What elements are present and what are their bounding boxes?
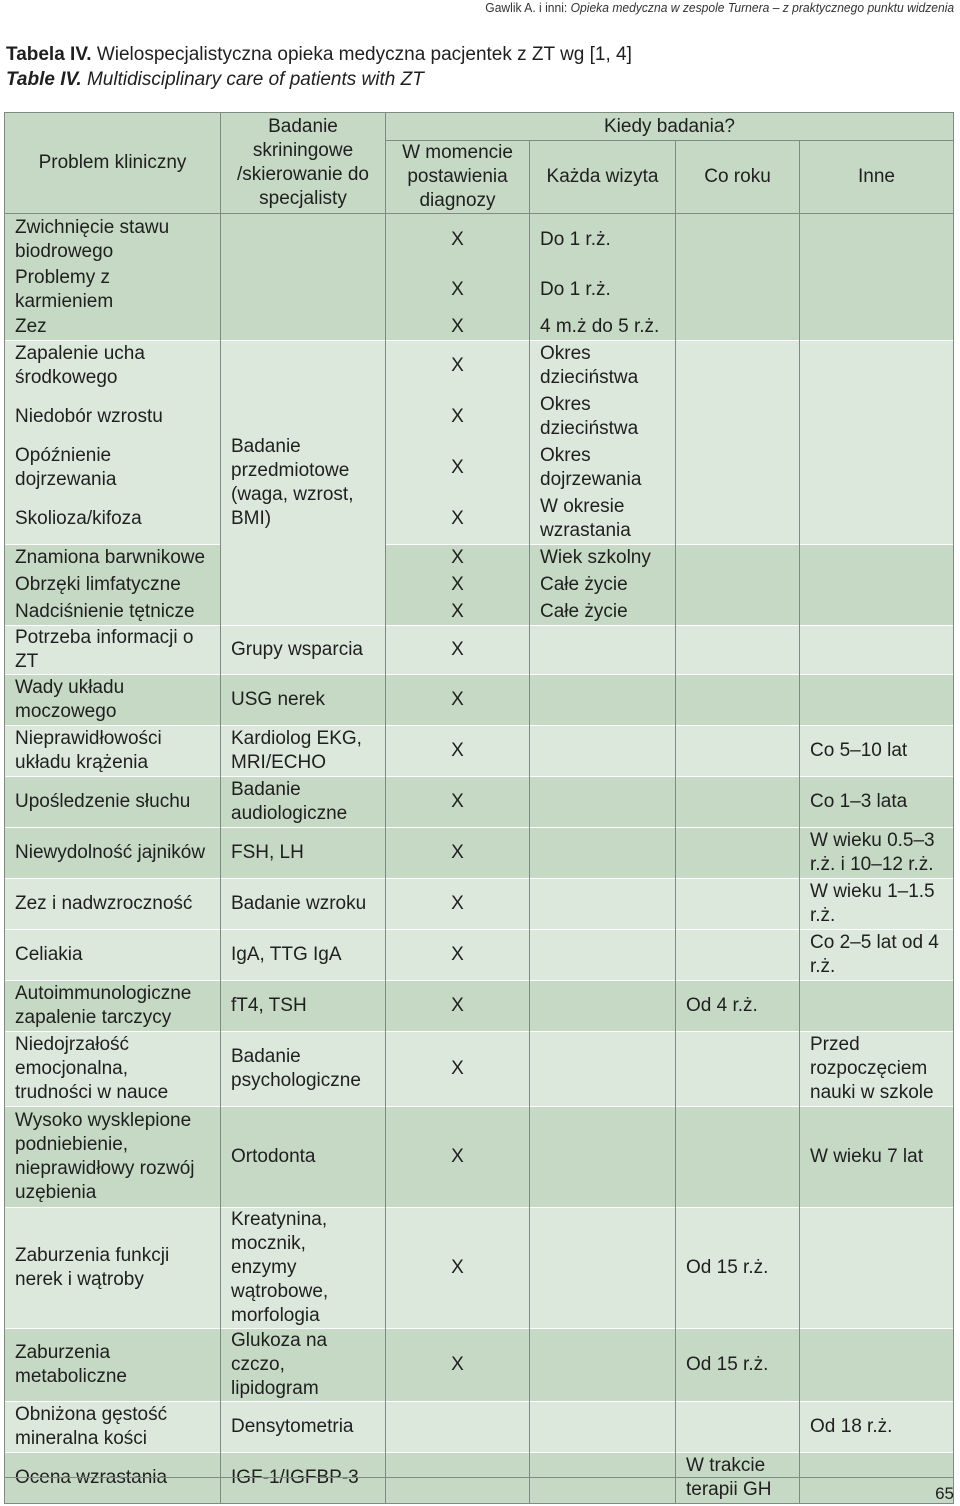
cell-screening: FSH, LH	[221, 828, 386, 879]
cell-problem: Nadciśnienie tętnicze	[5, 599, 221, 626]
cell-other: W wieku 0.5–3 r.ż. i 10–12 r.ż.	[800, 828, 954, 879]
cell-each-visit	[530, 675, 676, 726]
cell-other	[800, 675, 954, 726]
running-header	[485, 0, 954, 15]
table-row	[5, 341, 954, 392]
col-header-yearly: Co roku	[676, 141, 800, 214]
table-row	[5, 726, 954, 777]
cell-each-visit: Okres dzieciństwa	[530, 341, 676, 392]
table-row	[5, 675, 954, 726]
cell-diagnosis: X	[386, 341, 530, 392]
table-row	[5, 443, 954, 494]
table-row	[5, 828, 954, 879]
cell-each-visit	[530, 1453, 676, 1504]
cell-each-visit	[530, 1402, 676, 1453]
cell-yearly	[676, 879, 800, 930]
cell-each-visit	[530, 1208, 676, 1329]
cell-other: Przed rozpoczęciem nauki w szkole	[800, 1032, 954, 1107]
cell-other: W wieku 1–1.5 r.ż.	[800, 879, 954, 930]
table-row	[5, 1329, 954, 1402]
cell-each-visit: Okres dojrzewania	[530, 443, 676, 494]
cell-screening	[221, 214, 386, 266]
cell-problem: Zaburzenia metaboliczne	[5, 1329, 221, 1402]
cell-other: Co 2–5 lat od 4 r.ż.	[800, 930, 954, 981]
cell-screening: Grupy wsparcia	[221, 626, 386, 675]
cell-problem: Zez i nadwzroczność	[5, 879, 221, 930]
cell-other	[800, 599, 954, 626]
table-caption-pl-text: Wielospecjalistyczna opieka medyczna pacjentek z ZT wg [1, 4]	[96, 44, 632, 65]
table-row	[5, 981, 954, 1032]
cell-each-visit	[530, 930, 676, 981]
cell-diagnosis: X	[386, 572, 530, 599]
table-row	[5, 599, 954, 626]
table-row	[5, 1032, 954, 1107]
table-caption-en-label: Table IV.	[6, 69, 82, 90]
cell-other	[800, 1208, 954, 1329]
table-row	[5, 1208, 954, 1329]
table-row	[5, 777, 954, 828]
table-caption-pl-label: Tabela IV.	[6, 44, 92, 65]
cell-diagnosis: X	[386, 981, 530, 1032]
table-row	[5, 1107, 954, 1208]
cell-yearly	[676, 930, 800, 981]
page-number: 65	[935, 1484, 954, 1503]
cell-diagnosis: X	[386, 545, 530, 572]
cell-screening-shared: Badanie przedmiotowe (waga, wzrost, BMI)	[221, 341, 386, 626]
cell-yearly	[676, 443, 800, 494]
table-row	[5, 626, 954, 675]
cell-other: W wieku 7 lat	[800, 1107, 954, 1208]
col-header-problem: Problem kliniczny	[5, 113, 221, 214]
cell-screening	[221, 314, 386, 341]
cell-problem: Ocena wzrastania	[5, 1453, 221, 1504]
cell-screening: Badanie wzroku	[221, 879, 386, 930]
cell-diagnosis: X	[386, 314, 530, 341]
cell-diagnosis: X	[386, 1329, 530, 1402]
cell-other	[800, 572, 954, 599]
running-header-authors: Gawlik A. i inni:	[485, 0, 568, 15]
cell-each-visit: W okresie wzrastania	[530, 494, 676, 545]
cell-yearly	[676, 341, 800, 392]
cell-problem: Potrzeba informacji o ZT	[5, 626, 221, 675]
table-row	[5, 392, 954, 443]
cell-each-visit	[530, 981, 676, 1032]
cell-problem: Skolioza/kifoza	[5, 494, 221, 545]
cell-diagnosis: X	[386, 1107, 530, 1208]
cell-diagnosis: X	[386, 214, 530, 266]
cell-other	[800, 1453, 954, 1504]
cell-other	[800, 214, 954, 266]
cell-screening: Densytometria	[221, 1402, 386, 1453]
cell-yearly	[676, 572, 800, 599]
table-row	[5, 879, 954, 930]
table-header	[5, 113, 954, 214]
cell-diagnosis: X	[386, 726, 530, 777]
cell-yearly	[676, 545, 800, 572]
cell-other	[800, 545, 954, 572]
care-table-wrapper	[4, 112, 953, 1504]
cell-yearly	[676, 777, 800, 828]
cell-diagnosis: X	[386, 675, 530, 726]
cell-yearly: Od 15 r.ż.	[676, 1208, 800, 1329]
cell-problem: Zwichnięcie stawu biodrowego	[5, 214, 221, 266]
footer-divider	[4, 1477, 953, 1478]
col-header-each-visit: Każda wizyta	[530, 141, 676, 214]
cell-each-visit: Do 1 r.ż.	[530, 266, 676, 314]
cell-each-visit: Do 1 r.ż.	[530, 214, 676, 266]
cell-yearly	[676, 828, 800, 879]
cell-other	[800, 341, 954, 392]
cell-problem: Niedojrzałość emocjonalna, trudności w nauce	[5, 1032, 221, 1107]
cell-yearly	[676, 314, 800, 341]
col-header-other: Inne	[800, 141, 954, 214]
cell-yearly	[676, 675, 800, 726]
table-row	[5, 930, 954, 981]
cell-other	[800, 443, 954, 494]
cell-yearly	[676, 494, 800, 545]
cell-diagnosis	[386, 1453, 530, 1504]
cell-yearly: Od 4 r.ż.	[676, 981, 800, 1032]
cell-diagnosis: X	[386, 494, 530, 545]
table-row	[5, 494, 954, 545]
table-caption-pl	[6, 44, 632, 66]
cell-diagnosis: X	[386, 1208, 530, 1329]
cell-yearly	[676, 1032, 800, 1107]
cell-yearly	[676, 1107, 800, 1208]
cell-screening: Glukoza na czczo, lipidogram	[221, 1329, 386, 1402]
cell-each-visit	[530, 1329, 676, 1402]
cell-each-visit	[530, 726, 676, 777]
cell-problem: Znamiona barwnikowe	[5, 545, 221, 572]
cell-problem: Upośledzenie słuchu	[5, 777, 221, 828]
cell-screening: Kreatynina, mocznik, enzymy wątrobowe, morfologia	[221, 1208, 386, 1329]
col-header-screening: Badanie skriningowe /skierowanie do specjalisty	[221, 113, 386, 214]
cell-problem: Autoimmunologiczne zapalenie tarczycy	[5, 981, 221, 1032]
cell-screening: Ortodonta	[221, 1107, 386, 1208]
cell-problem: Obrzęki limfatyczne	[5, 572, 221, 599]
cell-diagnosis: X	[386, 626, 530, 675]
cell-diagnosis: X	[386, 777, 530, 828]
col-header-diagnosis: W momencie postawienia diagnozy	[386, 141, 530, 214]
cell-other: Co 1–3 lata	[800, 777, 954, 828]
cell-other	[800, 314, 954, 341]
cell-yearly	[676, 626, 800, 675]
table-row	[5, 545, 954, 572]
cell-screening: Kardiolog EKG, MRI/ECHO	[221, 726, 386, 777]
cell-other	[800, 494, 954, 545]
cell-problem: Niedobór wzrostu	[5, 392, 221, 443]
cell-each-visit: Całe życie	[530, 599, 676, 626]
cell-diagnosis: X	[386, 1032, 530, 1107]
cell-problem: Wady układu moczowego	[5, 675, 221, 726]
cell-yearly: W trakcie terapii GH	[676, 1453, 800, 1504]
cell-each-visit	[530, 1107, 676, 1208]
table-body	[5, 214, 954, 1504]
cell-diagnosis: X	[386, 599, 530, 626]
cell-screening: fT4, TSH	[221, 981, 386, 1032]
cell-each-visit: Okres dzieciństwa	[530, 392, 676, 443]
cell-problem: Niewydolność jajników	[5, 828, 221, 879]
cell-problem: Obniżona gęstość mineralna kości	[5, 1402, 221, 1453]
cell-yearly	[676, 392, 800, 443]
cell-problem: Zapalenie ucha środkowego	[5, 341, 221, 392]
cell-screening	[221, 266, 386, 314]
cell-diagnosis: X	[386, 879, 530, 930]
cell-yearly	[676, 214, 800, 266]
cell-each-visit	[530, 828, 676, 879]
cell-diagnosis: X	[386, 930, 530, 981]
cell-problem: Opóźnienie dojrzewania	[5, 443, 221, 494]
cell-problem: Zaburzenia funkcji nerek i wątroby	[5, 1208, 221, 1329]
table-row	[5, 1402, 954, 1453]
care-table	[4, 112, 954, 1504]
cell-each-visit	[530, 1032, 676, 1107]
cell-yearly	[676, 726, 800, 777]
cell-screening: Badanie psychologiczne	[221, 1032, 386, 1107]
cell-each-visit	[530, 879, 676, 930]
table-row	[5, 314, 954, 341]
cell-other	[800, 1329, 954, 1402]
table-row	[5, 214, 954, 266]
cell-screening: USG nerek	[221, 675, 386, 726]
cell-screening: Badanie audiologiczne	[221, 777, 386, 828]
cell-each-visit: 4 m.ż do 5 r.ż.	[530, 314, 676, 341]
cell-each-visit	[530, 777, 676, 828]
cell-diagnosis: X	[386, 266, 530, 314]
cell-other: Co 5–10 lat	[800, 726, 954, 777]
cell-diagnosis: X	[386, 443, 530, 494]
cell-other	[800, 981, 954, 1032]
running-header-title: Opieka medyczna w zespole Turnera – z praktycznego punktu widzenia	[570, 0, 954, 15]
cell-problem: Celiakia	[5, 930, 221, 981]
table-row	[5, 266, 954, 314]
col-header-when: Kiedy badania?	[386, 113, 954, 141]
table-row	[5, 572, 954, 599]
cell-screening: IgA, TTG IgA	[221, 930, 386, 981]
cell-problem: Nieprawidłowości układu krążenia	[5, 726, 221, 777]
cell-problem: Problemy z karmieniem	[5, 266, 221, 314]
cell-each-visit	[530, 626, 676, 675]
cell-yearly: Od 15 r.ż.	[676, 1329, 800, 1402]
cell-problem: Zez	[5, 314, 221, 341]
cell-diagnosis: X	[386, 828, 530, 879]
cell-other	[800, 266, 954, 314]
table-caption-en-text: Multidisciplinary care of patients with ZT	[86, 69, 424, 90]
cell-each-visit: Wiek szkolny	[530, 545, 676, 572]
table-caption-en	[6, 69, 424, 91]
cell-yearly	[676, 599, 800, 626]
cell-other	[800, 626, 954, 675]
cell-problem: Wysoko wysklepione podniebienie, nieprawidłowy rozwój uzębienia	[5, 1107, 221, 1208]
cell-yearly	[676, 266, 800, 314]
cell-other	[800, 392, 954, 443]
cell-diagnosis: X	[386, 392, 530, 443]
cell-each-visit: Całe życie	[530, 572, 676, 599]
cell-diagnosis	[386, 1402, 530, 1453]
cell-other: Od 18 r.ż.	[800, 1402, 954, 1453]
table-row	[5, 1453, 954, 1504]
cell-screening: IGF-1/IGFBP-3	[221, 1453, 386, 1504]
cell-yearly	[676, 1402, 800, 1453]
